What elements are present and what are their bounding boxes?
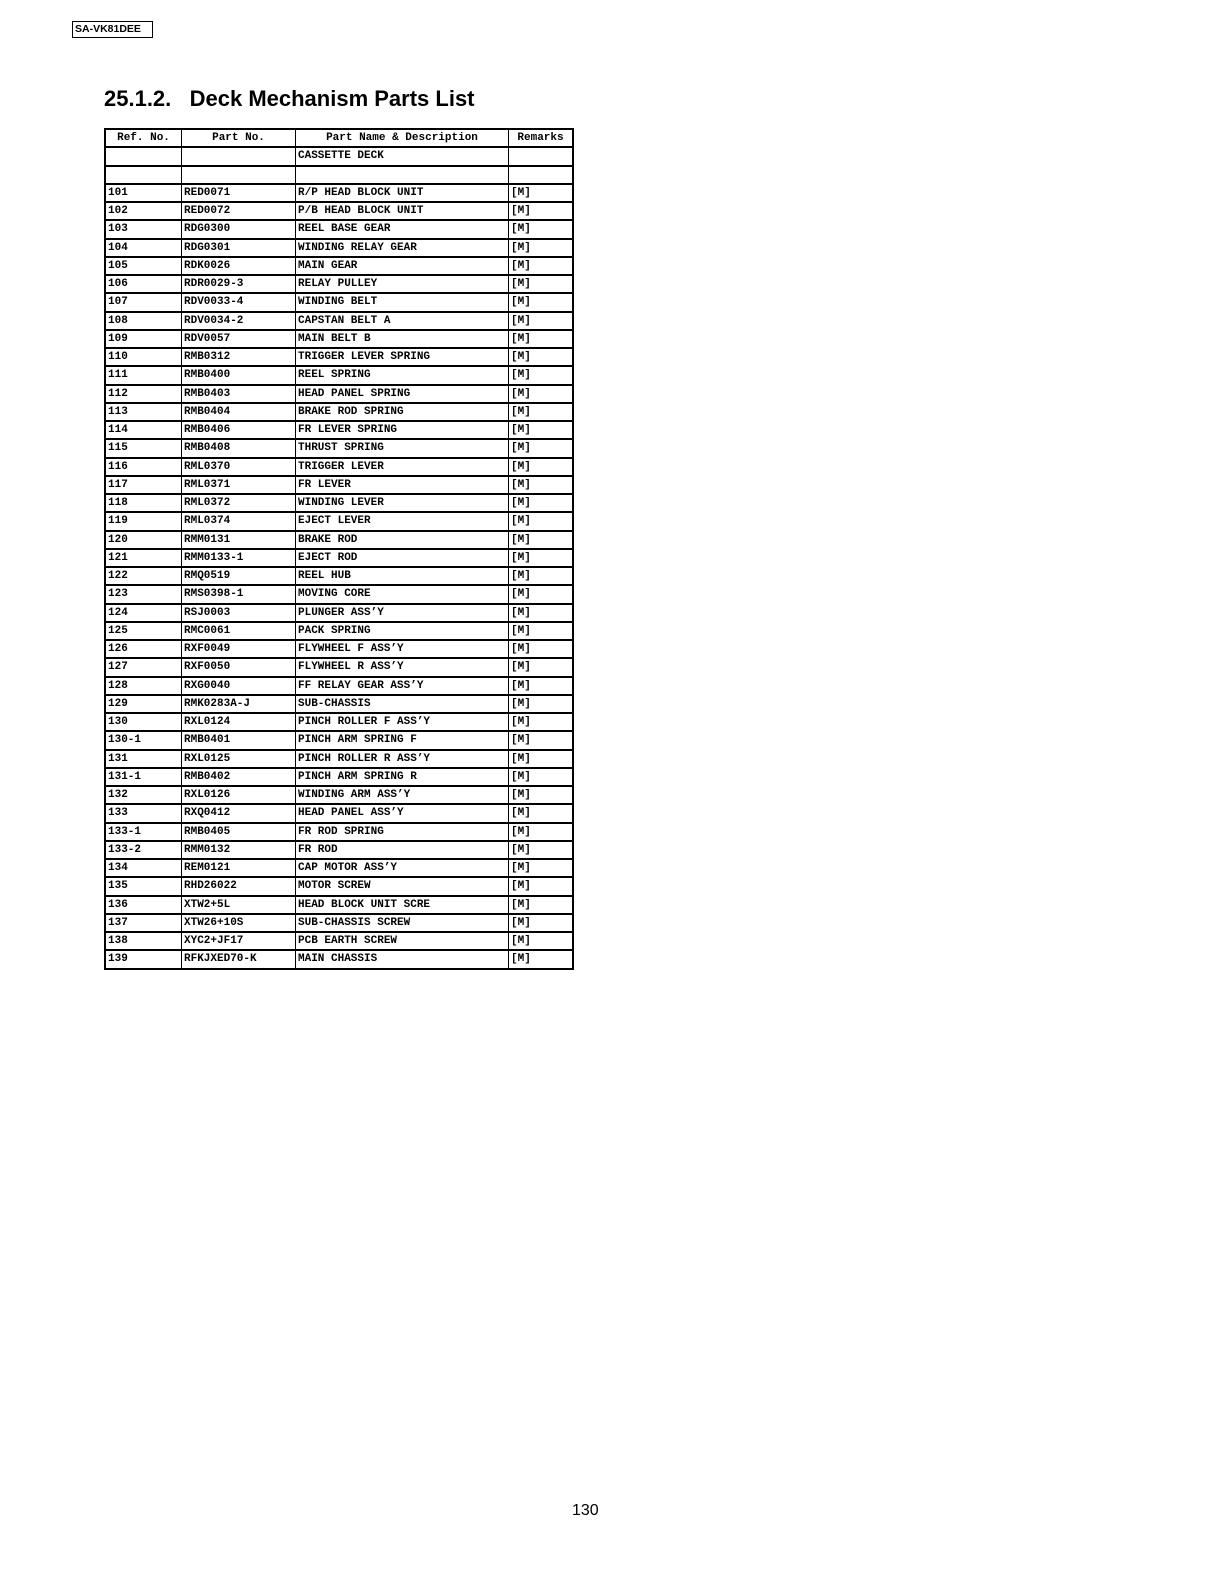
ref-no-cell: 127 <box>105 658 182 676</box>
table-row <box>105 768 573 786</box>
remarks-cell: [M] <box>509 823 574 841</box>
table-row <box>105 166 573 184</box>
ref-no-cell: 124 <box>105 604 182 622</box>
description-cell: FLYWHEEL R ASS’Y <box>296 658 509 676</box>
remarks-cell: [M] <box>509 458 574 476</box>
description-cell: REEL BASE GEAR <box>296 220 509 238</box>
remarks-cell: [M] <box>509 786 574 804</box>
remarks-cell: [M] <box>509 914 574 932</box>
description-cell: WINDING BELT <box>296 293 509 311</box>
ref-no-cell: 132 <box>105 786 182 804</box>
remarks-cell: [M] <box>509 585 574 603</box>
part-no-cell: RXG0040 <box>182 677 296 695</box>
description-cell: CAPSTAN BELT A <box>296 312 509 330</box>
table-row <box>105 385 573 403</box>
ref-no-cell: 126 <box>105 640 182 658</box>
part-no-cell: RMB0402 <box>182 768 296 786</box>
ref-no-cell: 139 <box>105 950 182 968</box>
table-row <box>105 312 573 330</box>
remarks-cell: [M] <box>509 512 574 530</box>
part-no-cell: RML0371 <box>182 476 296 494</box>
description-cell: CASSETTE DECK <box>296 147 509 165</box>
section-title: 25.1.2. Deck Mechanism Parts List <box>104 86 475 111</box>
remarks-cell: [M] <box>509 950 574 968</box>
table-row <box>105 184 573 202</box>
table-row <box>105 859 573 877</box>
description-cell: FF RELAY GEAR ASS’Y <box>296 677 509 695</box>
remarks-cell: [M] <box>509 257 574 275</box>
table-row <box>105 695 573 713</box>
part-no-cell: RMS0398-1 <box>182 585 296 603</box>
column-header-part-no: Part No. <box>182 129 296 147</box>
ref-no-cell: 133-2 <box>105 841 182 859</box>
part-no-cell: RXL0125 <box>182 750 296 768</box>
remarks-cell: [M] <box>509 841 574 859</box>
ref-no-cell <box>105 166 182 184</box>
remarks-cell: [M] <box>509 366 574 384</box>
remarks-cell: [M] <box>509 293 574 311</box>
remarks-cell: [M] <box>509 348 574 366</box>
ref-no-cell: 102 <box>105 202 182 220</box>
column-header-remarks: Remarks <box>509 129 574 147</box>
part-no-cell: XTW26+10S <box>182 914 296 932</box>
table-row <box>105 804 573 822</box>
part-no-cell: RDR0029-3 <box>182 275 296 293</box>
remarks-cell: [M] <box>509 330 574 348</box>
ref-no-cell: 111 <box>105 366 182 384</box>
table-row <box>105 677 573 695</box>
column-header-ref-no: Ref. No. <box>105 129 182 147</box>
part-no-cell: RFKJXED70-K <box>182 950 296 968</box>
description-cell: PCB EARTH SCREW <box>296 932 509 950</box>
remarks-cell: [M] <box>509 604 574 622</box>
remarks-cell: [M] <box>509 403 574 421</box>
table-row <box>105 585 573 603</box>
part-no-cell: RDV0033-4 <box>182 293 296 311</box>
part-no-cell: XTW2+5L <box>182 896 296 914</box>
description-cell: EJECT ROD <box>296 549 509 567</box>
remarks-cell: [M] <box>509 531 574 549</box>
ref-no-cell: 105 <box>105 257 182 275</box>
table-body <box>105 147 573 968</box>
description-cell: PINCH ARM SPRING R <box>296 768 509 786</box>
ref-no-cell: 123 <box>105 585 182 603</box>
part-no-cell: RMB0400 <box>182 366 296 384</box>
ref-no-cell: 109 <box>105 330 182 348</box>
part-no-cell: RMK0283A-J <box>182 695 296 713</box>
remarks-cell: [M] <box>509 804 574 822</box>
part-no-cell: RML0374 <box>182 512 296 530</box>
part-no-cell <box>182 147 296 165</box>
description-cell: FR LEVER <box>296 476 509 494</box>
table-row <box>105 275 573 293</box>
part-no-cell: REM0121 <box>182 859 296 877</box>
ref-no-cell: 118 <box>105 494 182 512</box>
parts-list-table <box>104 128 574 970</box>
table-row <box>105 330 573 348</box>
part-no-cell: RML0372 <box>182 494 296 512</box>
table-row <box>105 458 573 476</box>
table-row <box>105 786 573 804</box>
remarks-cell: [M] <box>509 549 574 567</box>
table-row <box>105 823 573 841</box>
ref-no-cell: 103 <box>105 220 182 238</box>
table-row <box>105 914 573 932</box>
description-cell: WINDING RELAY GEAR <box>296 239 509 257</box>
description-cell: WINDING LEVER <box>296 494 509 512</box>
remarks-cell: [M] <box>509 731 574 749</box>
ref-no-cell: 130 <box>105 713 182 731</box>
ref-no-cell: 136 <box>105 896 182 914</box>
part-no-cell: RMM0133-1 <box>182 549 296 567</box>
remarks-cell: [M] <box>509 385 574 403</box>
table-row <box>105 877 573 895</box>
part-no-cell: RDG0300 <box>182 220 296 238</box>
remarks-cell: [M] <box>509 640 574 658</box>
part-no-cell: RMM0131 <box>182 531 296 549</box>
table-row <box>105 512 573 530</box>
ref-no-cell: 120 <box>105 531 182 549</box>
ref-no-cell <box>105 147 182 165</box>
table-row <box>105 439 573 457</box>
part-no-cell: RMB0406 <box>182 421 296 439</box>
remarks-cell: [M] <box>509 220 574 238</box>
ref-no-cell: 133 <box>105 804 182 822</box>
remarks-cell: [M] <box>509 275 574 293</box>
description-cell: PLUNGER ASS’Y <box>296 604 509 622</box>
ref-no-cell: 107 <box>105 293 182 311</box>
part-no-cell: RXL0124 <box>182 713 296 731</box>
part-no-cell <box>182 166 296 184</box>
ref-no-cell: 137 <box>105 914 182 932</box>
part-no-cell: RDG0301 <box>182 239 296 257</box>
remarks-cell: [M] <box>509 713 574 731</box>
description-cell: PINCH ARM SPRING F <box>296 731 509 749</box>
description-cell: FR ROD SPRING <box>296 823 509 841</box>
description-cell: SUB-CHASSIS SCREW <box>296 914 509 932</box>
part-no-cell: RXL0126 <box>182 786 296 804</box>
table-row <box>105 257 573 275</box>
ref-no-cell: 112 <box>105 385 182 403</box>
part-no-cell: RMC0061 <box>182 622 296 640</box>
part-no-cell: RDV0034-2 <box>182 312 296 330</box>
description-cell: TRIGGER LEVER <box>296 458 509 476</box>
part-no-cell: RHD26022 <box>182 877 296 895</box>
ref-no-cell: 106 <box>105 275 182 293</box>
remarks-cell <box>509 147 574 165</box>
description-cell: PINCH ROLLER F ASS’Y <box>296 713 509 731</box>
table-row <box>105 366 573 384</box>
ref-no-cell: 115 <box>105 439 182 457</box>
ref-no-cell: 130-1 <box>105 731 182 749</box>
table-row <box>105 750 573 768</box>
table-row <box>105 476 573 494</box>
table-row <box>105 604 573 622</box>
table-row <box>105 950 573 968</box>
table-row <box>105 421 573 439</box>
remarks-cell: [M] <box>509 567 574 585</box>
remarks-cell: [M] <box>509 768 574 786</box>
remarks-cell: [M] <box>509 239 574 257</box>
part-no-cell: RMB0404 <box>182 403 296 421</box>
part-no-cell: RSJ0003 <box>182 604 296 622</box>
ref-no-cell: 133-1 <box>105 823 182 841</box>
description-cell: BRAKE ROD SPRING <box>296 403 509 421</box>
ref-no-cell: 135 <box>105 877 182 895</box>
table-row <box>105 567 573 585</box>
remarks-cell: [M] <box>509 494 574 512</box>
part-no-cell: RED0071 <box>182 184 296 202</box>
table-row <box>105 932 573 950</box>
part-no-cell: RXF0049 <box>182 640 296 658</box>
table-row <box>105 658 573 676</box>
table-row <box>105 403 573 421</box>
description-cell: EJECT LEVER <box>296 512 509 530</box>
remarks-cell: [M] <box>509 421 574 439</box>
ref-no-cell: 125 <box>105 622 182 640</box>
part-no-cell: RMB0401 <box>182 731 296 749</box>
ref-no-cell: 101 <box>105 184 182 202</box>
ref-no-cell: 110 <box>105 348 182 366</box>
description-cell: R/P HEAD BLOCK UNIT <box>296 184 509 202</box>
part-no-cell: RMB0408 <box>182 439 296 457</box>
table-row <box>105 713 573 731</box>
description-cell: HEAD BLOCK UNIT SCRE <box>296 896 509 914</box>
table-header-row <box>105 129 573 147</box>
description-cell: CAP MOTOR ASS’Y <box>296 859 509 877</box>
description-cell: FR ROD <box>296 841 509 859</box>
description-cell: MAIN GEAR <box>296 257 509 275</box>
remarks-cell <box>509 166 574 184</box>
description-cell: RELAY PULLEY <box>296 275 509 293</box>
part-no-cell: RDV0057 <box>182 330 296 348</box>
ref-no-cell: 113 <box>105 403 182 421</box>
part-no-cell: RMB0405 <box>182 823 296 841</box>
remarks-cell: [M] <box>509 750 574 768</box>
remarks-cell: [M] <box>509 622 574 640</box>
table-row <box>105 494 573 512</box>
remarks-cell: [M] <box>509 202 574 220</box>
description-cell: SUB-CHASSIS <box>296 695 509 713</box>
column-header-description: Part Name & Description <box>296 129 509 147</box>
table-row <box>105 147 573 165</box>
ref-no-cell: 131 <box>105 750 182 768</box>
table-row <box>105 202 573 220</box>
description-cell: BRAKE ROD <box>296 531 509 549</box>
part-no-cell: RXF0050 <box>182 658 296 676</box>
description-cell: PACK SPRING <box>296 622 509 640</box>
description-cell: HEAD PANEL ASS’Y <box>296 804 509 822</box>
description-cell: P/B HEAD BLOCK UNIT <box>296 202 509 220</box>
remarks-cell: [M] <box>509 932 574 950</box>
page-number: 130 <box>572 1502 599 1519</box>
remarks-cell: [M] <box>509 877 574 895</box>
table-row <box>105 220 573 238</box>
ref-no-cell: 114 <box>105 421 182 439</box>
part-no-cell: XYC2+JF17 <box>182 932 296 950</box>
part-no-cell: RMM0132 <box>182 841 296 859</box>
table-row <box>105 348 573 366</box>
table-row <box>105 293 573 311</box>
part-no-cell: RED0072 <box>182 202 296 220</box>
table-row <box>105 531 573 549</box>
description-cell: WINDING ARM ASS’Y <box>296 786 509 804</box>
ref-no-cell: 122 <box>105 567 182 585</box>
description-cell: FR LEVER SPRING <box>296 421 509 439</box>
part-no-cell: RMB0403 <box>182 385 296 403</box>
description-cell: MAIN CHASSIS <box>296 950 509 968</box>
description-cell: FLYWHEEL F ASS’Y <box>296 640 509 658</box>
part-no-cell: RMB0312 <box>182 348 296 366</box>
remarks-cell: [M] <box>509 859 574 877</box>
ref-no-cell: 104 <box>105 239 182 257</box>
ref-no-cell: 129 <box>105 695 182 713</box>
table-row <box>105 622 573 640</box>
ref-no-cell: 131-1 <box>105 768 182 786</box>
table-row <box>105 239 573 257</box>
table-row <box>105 640 573 658</box>
table-row <box>105 896 573 914</box>
table-row <box>105 549 573 567</box>
remarks-cell: [M] <box>509 658 574 676</box>
remarks-cell: [M] <box>509 439 574 457</box>
remarks-cell: [M] <box>509 184 574 202</box>
remarks-cell: [M] <box>509 312 574 330</box>
model-number-box: SA-VK81DEE <box>72 21 153 38</box>
ref-no-cell: 138 <box>105 932 182 950</box>
description-cell: THRUST SPRING <box>296 439 509 457</box>
remarks-cell: [M] <box>509 896 574 914</box>
description-cell: HEAD PANEL SPRING <box>296 385 509 403</box>
ref-no-cell: 108 <box>105 312 182 330</box>
table-row <box>105 731 573 749</box>
description-cell: REEL SPRING <box>296 366 509 384</box>
description-cell: MAIN BELT B <box>296 330 509 348</box>
part-no-cell: RDK0026 <box>182 257 296 275</box>
ref-no-cell: 116 <box>105 458 182 476</box>
part-no-cell: RML0370 <box>182 458 296 476</box>
remarks-cell: [M] <box>509 476 574 494</box>
part-no-cell: RXQ0412 <box>182 804 296 822</box>
ref-no-cell: 128 <box>105 677 182 695</box>
ref-no-cell: 134 <box>105 859 182 877</box>
description-cell <box>296 166 509 184</box>
remarks-cell: [M] <box>509 677 574 695</box>
description-cell: MOTOR SCREW <box>296 877 509 895</box>
ref-no-cell: 117 <box>105 476 182 494</box>
description-cell: TRIGGER LEVER SPRING <box>296 348 509 366</box>
ref-no-cell: 121 <box>105 549 182 567</box>
remarks-cell: [M] <box>509 695 574 713</box>
description-cell: MOVING CORE <box>296 585 509 603</box>
ref-no-cell: 119 <box>105 512 182 530</box>
description-cell: REEL HUB <box>296 567 509 585</box>
description-cell: PINCH ROLLER R ASS’Y <box>296 750 509 768</box>
table-row <box>105 841 573 859</box>
part-no-cell: RMQ0519 <box>182 567 296 585</box>
